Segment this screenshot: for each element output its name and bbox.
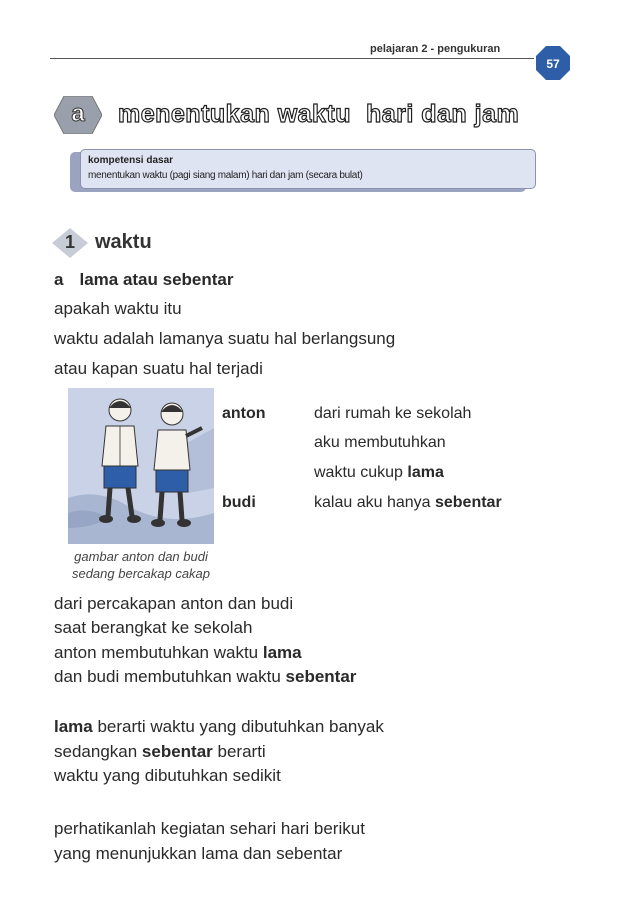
subheading-letter: a — [54, 270, 64, 289]
page-number: 57 — [546, 57, 560, 71]
paragraph-line: waktu yang dibutuhkan sedikit — [54, 766, 281, 785]
paragraph-line: saat berangkat ke sekolah — [54, 618, 253, 637]
speaker-budi: budi — [222, 494, 256, 511]
section-title: menentukan waktu hari dan jam — [118, 100, 520, 128]
dialog-line — [314, 464, 444, 482]
caption-line: gambar anton dan budi — [74, 549, 208, 564]
paragraph-line — [54, 717, 384, 737]
caption-line: sedang bercakap cakap — [71, 566, 211, 581]
intro-line: atau kapan suatu hal terjadi — [54, 359, 263, 378]
dialog-bold-text: lama — [407, 464, 444, 481]
paragraph-line: yang menunjukkan lama dan sebentar — [54, 844, 343, 863]
illustration-children-talking — [68, 388, 214, 544]
paragraph-line — [54, 742, 266, 762]
paragraph-line — [54, 667, 356, 687]
intro-line: apakah waktu itu — [54, 299, 182, 318]
dialog-line: dari rumah ke sekolah — [314, 405, 472, 422]
subheading-title: lama atau sebentar — [79, 270, 234, 289]
paragraph-text: sedangkan — [54, 742, 142, 761]
dialog-bold-text: sebentar — [434, 494, 502, 511]
paragraph-bold-text: sebentar — [141, 742, 213, 761]
subsection-title: waktu — [95, 231, 152, 253]
paragraph-text: berarti waktu yang dibutuhkan banyak — [92, 717, 384, 736]
dialog-text: waktu cukup — [314, 464, 408, 481]
paragraph-line — [54, 643, 302, 663]
header-rule — [50, 58, 534, 59]
paragraph-text: berarti — [212, 742, 266, 761]
section-letter: a — [71, 100, 85, 127]
intro-line: waktu adalah lamanya suatu hal berlangsung — [54, 329, 396, 348]
running-head: pelajaran 2 - pengukuran — [370, 43, 501, 55]
paragraph-bold-text: lama — [262, 643, 302, 662]
paragraph-line: perhatikanlah kegiatan sehari hari berikut — [54, 819, 365, 838]
kompetensi-title: kompetensi dasar — [88, 155, 174, 166]
paragraph-line: dari percakapan anton dan budi — [54, 594, 294, 613]
subsection-number: 1 — [64, 232, 75, 252]
speaker-anton: anton — [222, 405, 266, 422]
subheading — [54, 270, 233, 290]
dialog-line — [314, 494, 502, 512]
illustration-caption — [56, 548, 226, 582]
paragraph-bold-text: sebentar — [285, 667, 357, 686]
dialog-text: kalau aku hanya — [314, 494, 435, 511]
paragraph-bold-text: lama — [54, 717, 93, 736]
paragraph-text: anton membutuhkan waktu — [54, 643, 263, 662]
kompetensi-text: menentukan waktu (pagi siang malam) hari dan jam (secara bulat) — [88, 170, 363, 181]
dialog-line: aku membutuhkan — [314, 434, 446, 451]
paragraph-text: dan budi membutuhkan waktu — [54, 667, 286, 686]
